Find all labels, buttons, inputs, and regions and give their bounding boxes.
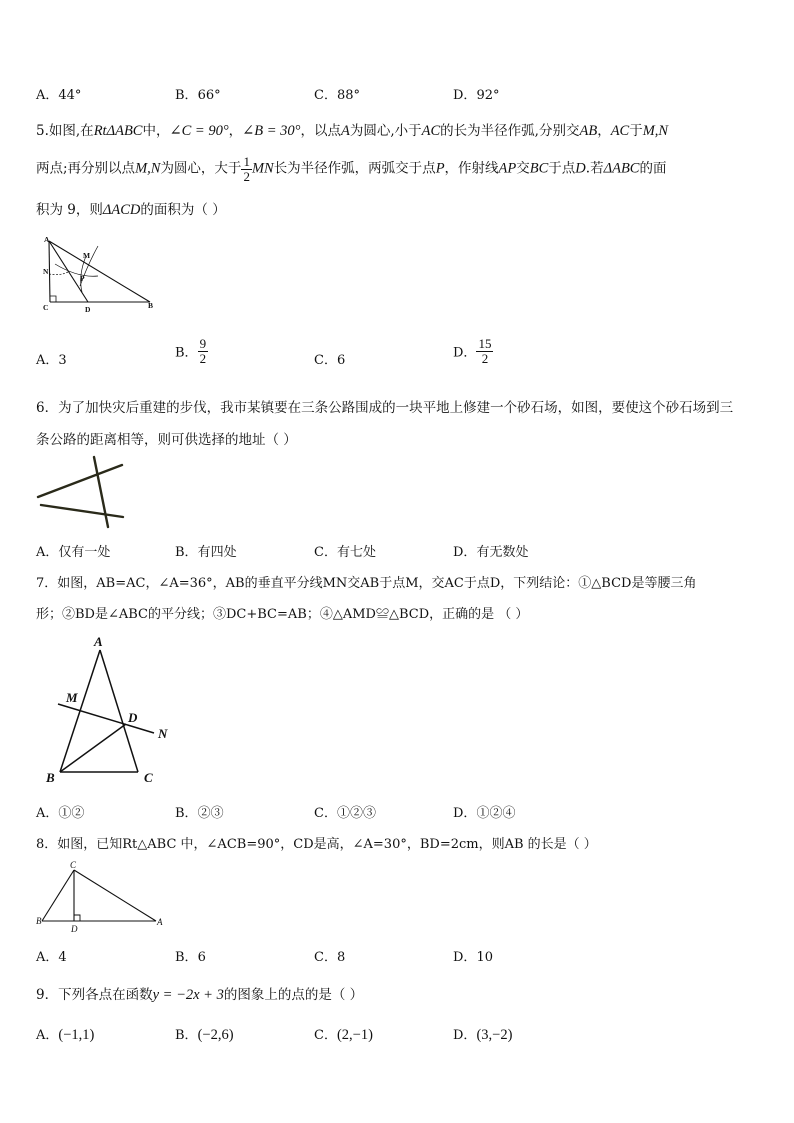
text: 交 — [516, 160, 530, 177]
label-p: P — [80, 274, 85, 283]
option-letter: B． — [175, 1028, 198, 1043]
segment-ac — [49, 241, 50, 302]
option-letter: A． — [36, 950, 59, 965]
math-ray-ap: AP — [498, 160, 517, 177]
text: 两点;再分别以点 — [36, 160, 136, 177]
option-text: 3 — [58, 353, 67, 368]
q9-option-b[interactable] — [175, 1024, 234, 1044]
fraction-numerator: 1 — [243, 154, 250, 169]
q5-option-b[interactable] — [175, 337, 208, 365]
question-number: 5. — [36, 123, 49, 139]
label-d: D — [71, 924, 78, 934]
segment-ab — [49, 241, 150, 302]
road-2 — [41, 505, 123, 517]
option-letter: B． — [175, 88, 198, 103]
text: 中， — [142, 123, 170, 139]
math-points-mn: M,N — [642, 123, 669, 139]
math-segment-mn: MN — [251, 160, 274, 177]
option-letter: D． — [453, 806, 477, 821]
option-letter: D． — [453, 1028, 477, 1043]
q9-option-c[interactable] — [314, 1024, 373, 1044]
q7-option-c[interactable] — [314, 802, 376, 821]
fraction-denominator: 2 — [481, 350, 489, 366]
math-triangle-acd: ΔACD — [102, 202, 141, 218]
option-letter: C． — [314, 353, 337, 368]
math-angle-c: ∠C = 90° — [169, 123, 229, 139]
text: 为圆心,小于 — [349, 123, 422, 139]
q8-figure — [34, 858, 169, 934]
option-text: (3,−2) — [476, 1027, 513, 1043]
option-letter: A． — [36, 88, 59, 103]
math-rt: Rt — [93, 123, 107, 139]
label-n: N — [158, 726, 168, 741]
option-text: 有无数处 — [476, 545, 529, 560]
label-a: A — [44, 235, 50, 244]
option-letter: C． — [314, 950, 337, 965]
option-text: 有七处 — [336, 545, 376, 560]
option-text: 4 — [58, 950, 67, 965]
label-b: B — [36, 916, 42, 926]
option-text: 88° — [336, 88, 360, 103]
option-text: 6 — [336, 353, 346, 368]
option-text: (−1,1) — [58, 1027, 95, 1043]
q7-option-b[interactable] — [175, 802, 224, 821]
math-function: y = −2x + 3 — [152, 987, 224, 1003]
text: 的面积为（ ） — [140, 202, 226, 218]
text: .若 — [585, 160, 604, 177]
text: 于点 — [548, 160, 576, 177]
label-d: D — [85, 305, 91, 314]
math-triangle-abc: ΔABC — [603, 160, 640, 177]
text: 的长为半径作弧,分别交 — [440, 123, 580, 139]
q8-option-d[interactable] — [453, 946, 493, 965]
option-text: ①② — [58, 806, 85, 821]
segment-bd — [60, 724, 126, 772]
q7-line-2: 形；②BD是∠ABC的平分线；③DC+BC=AB；④△AMD≌△BCD，正确的是 （ ） — [36, 607, 529, 622]
option-letter: A． — [36, 1028, 59, 1043]
right-angle-mark — [50, 296, 56, 302]
label-b: B — [46, 770, 55, 785]
text: ，以点 — [300, 123, 341, 139]
fraction-numerator: 15 — [478, 336, 492, 351]
option-text: ①②④ — [476, 806, 516, 821]
option-letter: D． — [453, 345, 477, 361]
q5-figure — [38, 234, 158, 314]
label-c: C — [144, 770, 153, 785]
option-letter: D． — [453, 88, 477, 103]
q4-option-b[interactable] — [175, 84, 221, 103]
option-letter: A． — [36, 353, 59, 368]
math-segment-ac: AC — [421, 123, 441, 139]
text: 如图,在 — [48, 123, 94, 139]
q4-option-a[interactable] — [36, 84, 81, 103]
fraction — [198, 337, 209, 365]
text: 为圆心，大于 — [160, 160, 242, 177]
q6-option-b[interactable] — [175, 541, 237, 560]
math-point-d: D — [575, 160, 586, 177]
math-angle-b: ∠B = 30° — [242, 123, 301, 139]
option-letter: B． — [175, 345, 198, 361]
q6-line-1: 6．为了加快灾后重建的步伐，我市某镇要在三条公路围成的一块平地上修建一个砂石场，如图，要使这个砂石场到三 — [36, 400, 734, 416]
text: ，作射线 — [444, 160, 499, 177]
option-text: 6 — [197, 950, 206, 965]
option-letter: A． — [36, 545, 59, 560]
text: 的图象上的点的是（ ） — [223, 987, 364, 1003]
math-points-mn: M,N — [135, 160, 161, 177]
option-letter: B． — [175, 545, 198, 560]
road-3 — [94, 457, 108, 527]
q9-option-d[interactable] — [453, 1024, 512, 1044]
q5-option-d[interactable] — [453, 337, 493, 365]
segment-ca — [74, 870, 156, 921]
option-text: ②③ — [197, 806, 224, 821]
q8-option-a[interactable] — [36, 946, 67, 965]
option-text: 10 — [476, 950, 493, 965]
option-text: 66° — [197, 88, 221, 103]
text: ， — [597, 123, 611, 139]
q4-option-c[interactable] — [314, 84, 360, 103]
math-segment-ac: AC — [610, 123, 630, 139]
option-text: 有四处 — [197, 545, 237, 560]
arc-mn — [49, 272, 68, 275]
q8-line-1: 8．如图，已知Rt△ABC 中，∠ACB=90°，CD是高，∠A=30°，BD=2cm，则AB 的长是（ ） — [36, 837, 597, 852]
q6-roads-figure — [36, 455, 126, 530]
option-text: 仅有一处 — [58, 545, 111, 560]
q9-line-1 — [36, 983, 363, 1004]
line-mn — [58, 704, 154, 733]
label-c: C — [70, 860, 77, 870]
option-letter: B． — [175, 950, 198, 965]
q7-line-1: 7．如图，AB=AC，∠A=36°，AB的垂直平分线MN交AB于点M，交AC于点D，下列结论：①△BCD是等腰三角 — [36, 576, 697, 591]
option-text: 8 — [336, 950, 346, 965]
fraction-half — [241, 155, 252, 183]
text: 积为 9，则 — [36, 202, 103, 218]
q5-option-c[interactable] — [314, 349, 345, 368]
option-letter: B． — [175, 806, 198, 821]
option-letter: D． — [453, 545, 477, 560]
text: ， — [228, 123, 243, 139]
option-letter: A． — [36, 806, 59, 821]
text: 于 — [629, 123, 643, 139]
option-letter: C． — [314, 806, 337, 821]
label-b: B — [148, 301, 154, 310]
option-letter: C． — [314, 1028, 337, 1043]
label-m: M — [83, 251, 91, 260]
fraction-denominator: 2 — [243, 168, 250, 184]
q6-line-2: 条公路的距离相等，则可供选择的地址（ ） — [36, 432, 297, 448]
q6-option-c[interactable] — [314, 541, 376, 560]
math-point-p: P — [435, 160, 445, 177]
q7-option-a[interactable] — [36, 802, 84, 821]
fraction-numerator: 9 — [199, 336, 207, 351]
q8-option-b[interactable] — [175, 946, 206, 965]
text: 9．下列各点在函数 — [36, 987, 153, 1003]
q4-option-d[interactable] — [453, 84, 499, 103]
q7-figure — [40, 632, 180, 787]
fraction — [476, 337, 493, 365]
label-a: A — [94, 634, 103, 649]
road-1 — [38, 465, 122, 497]
math-segment-ab: AB — [579, 123, 598, 139]
option-letter: C． — [314, 88, 337, 103]
label-a: A — [157, 917, 163, 927]
text: 长为半径作弧，两弧交于点 — [273, 160, 436, 177]
q5-line-3 — [36, 198, 226, 219]
q9-option-a[interactable] — [36, 1024, 94, 1044]
option-text: (−2,6) — [197, 1027, 234, 1043]
option-text: ①②③ — [336, 806, 376, 821]
q5-option-a[interactable] — [36, 349, 67, 368]
option-text: 92° — [476, 88, 500, 103]
q6-option-d[interactable] — [453, 541, 528, 560]
option-letter: D． — [453, 950, 477, 965]
text: 的面 — [639, 160, 667, 177]
q5-line-2 — [36, 155, 666, 183]
label-d: D — [128, 710, 138, 725]
q7-option-d[interactable] — [453, 802, 515, 821]
q5-line-1 — [36, 119, 668, 140]
label-n: N — [43, 267, 49, 276]
option-text: 44° — [58, 88, 82, 103]
q8-option-c[interactable] — [314, 946, 345, 965]
label-m: M — [66, 690, 78, 705]
option-text: (2,−1) — [336, 1027, 373, 1043]
option-letter: C． — [314, 545, 337, 560]
right-angle-mark — [74, 915, 80, 921]
fraction-denominator: 2 — [199, 350, 207, 366]
q6-option-a[interactable] — [36, 541, 110, 560]
segment-bc — [42, 870, 74, 921]
math-point-a: A — [340, 123, 350, 139]
math-triangle-abc: ΔABC — [106, 123, 143, 139]
label-c: C — [43, 303, 49, 312]
math-segment-bc: BC — [529, 160, 549, 177]
